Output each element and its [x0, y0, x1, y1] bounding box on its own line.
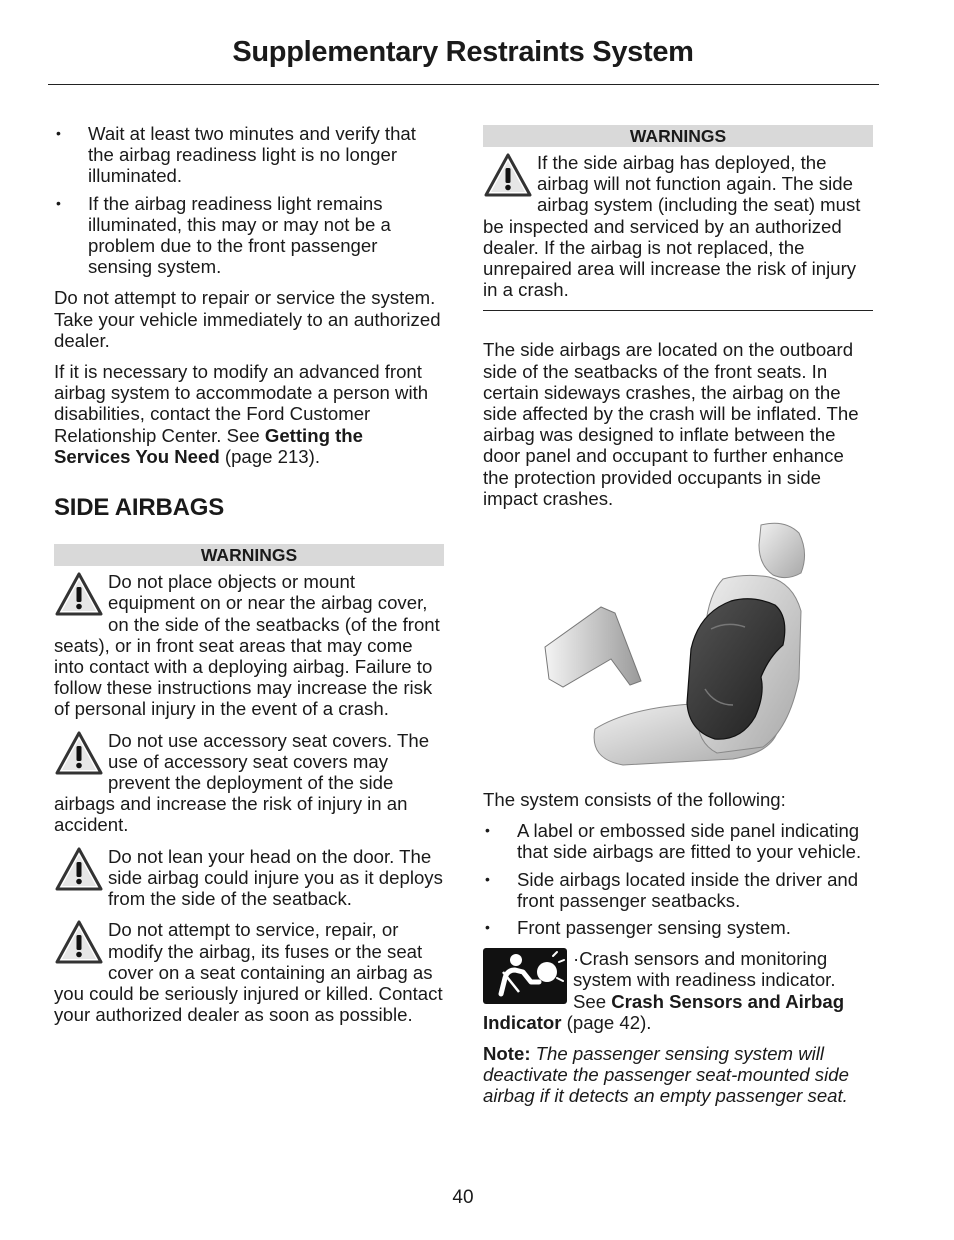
page-number: 40	[452, 1187, 474, 1208]
warning-item: Do not place objects or mount equipment on or near the airbag cover, on the side of the seatbacks (of the front seats), or in front seat areas that may come into contact with a deploying airbag. Failure to follow these instructions may increase the risk of personal injury in the event of a crash.	[54, 571, 440, 720]
paragraph-modify: If it is necessary to modify an advanced front airbag system to accommodate a person with disabilities, contact the Ford Customer Relationship Center. See Getting the Services You Need (page 213).	[54, 361, 429, 467]
left-column	[54, 123, 444, 1035]
crash-sensors-paragraph: ·Crash sensors and monitoring system with readiness indicator. See Crash Sensors and Airbag Indicator (page 42).	[483, 948, 845, 1033]
list-item: • Side airbags located inside the driver and front passenger seatbacks.	[485, 868, 859, 911]
cross-reference-link[interactable]: Crash Sensors and Airbag Indicator	[483, 990, 845, 1033]
list-item: • If the airbag readiness light remains illuminated, this may or may not be a problem due to the front passenger sensing system.	[56, 192, 391, 278]
right-bullet-list	[483, 820, 873, 938]
warning-item: Do not lean your head on the door. The side airbag could injure you as it deploys from the side of the seatback.	[54, 846, 444, 910]
warning-triangle-icon	[54, 571, 104, 619]
system-intro: The system consists of the following:	[483, 789, 786, 811]
paragraph-repair: Do not attempt to repair or service the system. Take your vehicle immediately to an authorized dealer.	[54, 287, 441, 351]
cross-reference-link[interactable]: Getting the Services You Need	[54, 424, 363, 467]
header-rule	[48, 84, 879, 85]
note: Note: The passenger sensing system will deactivate the passenger seat-mounted side airbag if it detects an empty passenger seat.	[483, 1043, 849, 1107]
warnings-bar: WARNINGS	[54, 544, 444, 566]
warning-triangle-icon	[54, 919, 104, 967]
warning-item: Do not use accessory seat covers. The use of accessory seat covers may prevent the deployment of the side airbags and increase the risk of injury in an accident.	[54, 729, 430, 836]
warning-triangle-icon	[54, 730, 104, 778]
airbag-indicator-icon	[483, 948, 567, 1004]
warning-end-rule	[483, 310, 873, 311]
paragraph-location: The side airbags are located on the outboard side of the seatbacks of the front seats. In certain sideways crashes, the airbag on the side affected by the crash will be inflated. The airbag was designed to inflate between the door panel and occupant to further enhance the protection provided occupants in side impact crashes.	[483, 339, 859, 509]
section-heading: SIDE AIRBAGS	[54, 494, 225, 522]
warning-triangle-icon	[54, 846, 104, 894]
warnings-bar: WARNINGS	[483, 125, 873, 147]
page-title: Supplementary Restraints System	[232, 36, 694, 68]
list-item: • Wait at least two minutes and verify that the airbag readiness light is no longer illuminated.	[56, 123, 416, 187]
left-bullet-list	[54, 123, 444, 277]
warning-item: Do not attempt to service, repair, or modify the airbag, its fuses or the seat cover on a seat containing an airbag as you could be seriously injured or killed. Contact your authorized dealer as soon as possible.	[54, 919, 443, 1026]
list-item: • A label or embossed side panel indicating that side airbags are fitted to your vehicle.	[485, 820, 862, 863]
seat-airbag-illustration	[483, 519, 873, 781]
warning-item: If the side airbag has deployed, the airbag will not function again. The side airbag system (including the seat) must be inspected and serviced by an authorized dealer. If the airbag is not replaced, the unrepaired area will increase the risk of injury in a crash.	[483, 152, 861, 301]
list-item: • Front passenger sensing system.	[485, 917, 791, 939]
warning-triangle-icon	[483, 152, 533, 200]
right-column	[483, 125, 873, 1117]
